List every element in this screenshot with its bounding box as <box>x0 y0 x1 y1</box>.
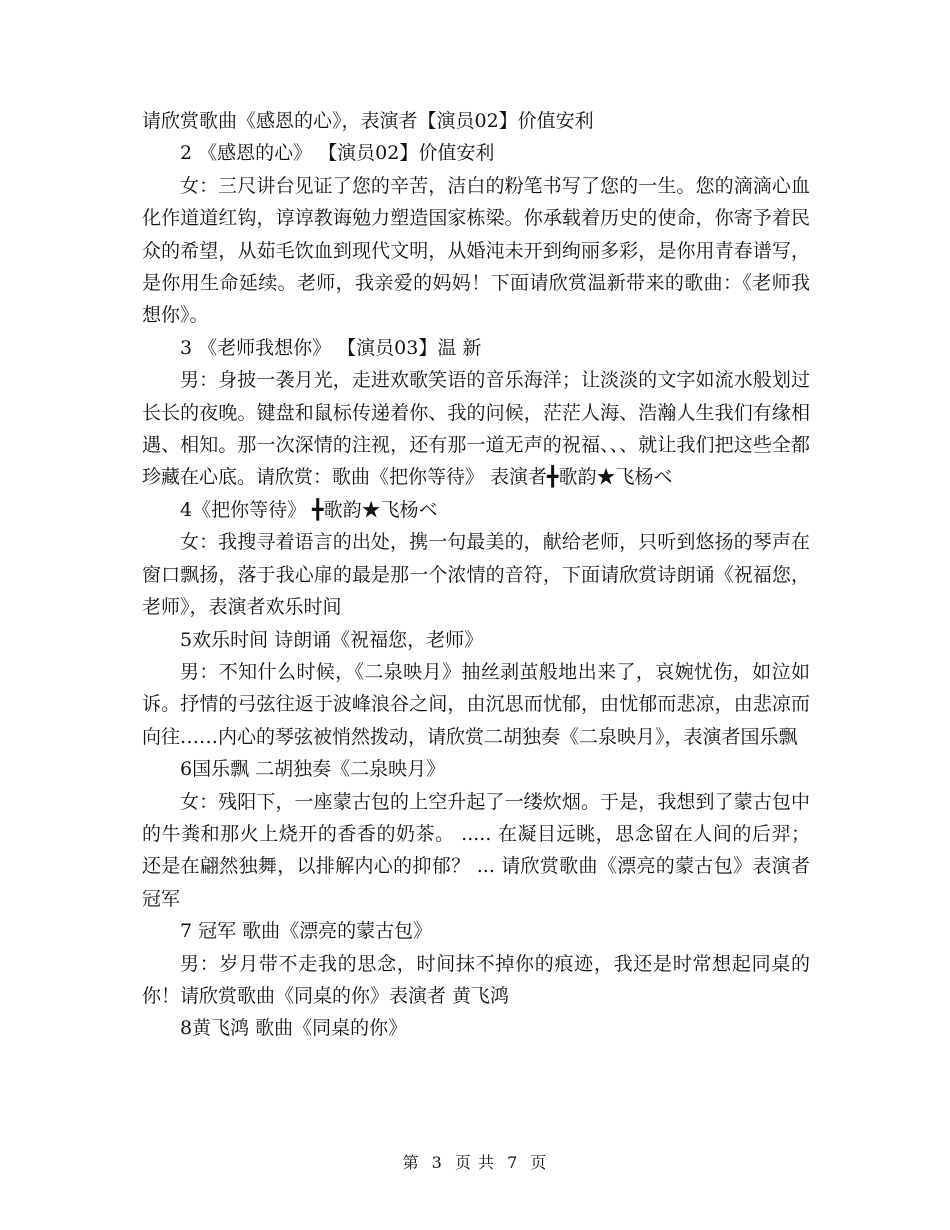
paragraph: 男：身披一袭月光，走进欢歌笑语的音乐海洋；让淡淡的文字如流水般划过长长的夜晚。键盘和鼠标传递着你、我的问候，茫茫人海、浩瀚人生我们有缘相遇、相知。那一次深情的注视，还有那一道无声的祝福、、、就让我们把这些全都珍藏在心底。请欣赏：歌曲《把你等待》 表演者╋歌韵★飞杨ベ <box>142 369 810 489</box>
paragraph: 女：残阳下，一座蒙古包的上空升起了一缕炊烟。于是，我想到了蒙古包中的牛粪和那火上烧开的香香的奶茶。 ..... 在凝目远眺，思念留在人间的后羿；还是在翩然独舞，以排解内心的抑郁？ ... 请欣赏歌曲《漂亮的蒙古包》表演者冠军 <box>142 790 810 910</box>
program-item: 6国乐飘 二胡独奏《二泉映月》 <box>180 758 446 781</box>
paragraph: 男：岁月带不走我的思念，时间抹不掉你的痕迹，我还是时常想起同桌的你！请欣赏歌曲《同桌的你》表演者 黄飞鸿 <box>142 952 810 1007</box>
current-page-number: 3 <box>431 1153 443 1172</box>
program-item: 5欢乐时间 诗朗诵《祝福您，老师》 <box>180 628 484 651</box>
paragraph: 请欣赏歌曲《感恩的心》，表演者【演员02】价值安利 <box>142 110 594 132</box>
total-pages-number: 7 <box>507 1153 519 1172</box>
program-item: 8黄飞鸿 歌曲《同桌的你》 <box>180 1017 408 1040</box>
page-footer <box>0 1152 950 1174</box>
program-item: 4《把你等待》 ╋歌韵★飞杨ベ <box>180 498 438 521</box>
program-item: 7 冠军 歌曲《漂亮的蒙古包》 <box>180 920 433 943</box>
document-body <box>142 105 810 1045</box>
footer-middle: 页 共 <box>454 1153 496 1172</box>
program-item: 2 《感恩的心》 【演员02】价值安利 <box>180 142 495 165</box>
paragraph: 女：三尺讲台见证了您的辛苦，洁白的粉笔书写了您的一生。您的滴滴心血化作道道红钩，谆谆教诲勉力塑造国家栋梁。你承载着历史的使命，你寄予着民众的希望，从茹毛饮血到现代文明，从婚沌未开到绚丽多彩，是你用青春谱写，是你用生命延续。老师，我亲爱的妈妈！下面请欣赏温新带来的歌曲：《老师我想你》。 <box>142 174 810 327</box>
paragraph: 男：不知什么时候，《二泉映月》抽丝剥茧般地出来了，哀婉忧伤，如泣如诉。抒情的弓弦往返于波峰浪谷之间，由沉思而忧郁，由忧郁而悲凉，由悲凉而向往……内心的琴弦被悄然拨动，请欣赏二胡独奏《二泉映月》，表演者国乐飘 <box>142 660 810 748</box>
paragraph: 女：我搜寻着语言的出处，携一句最美的，献给老师，只听到悠扬的琴声在窗口飘扬，落于我心扉的最是那一个浓情的音符，下面请欣赏诗朗诵《祝福您，老师》，表演者欢乐时间 <box>142 531 810 619</box>
footer-prefix: 第 <box>402 1153 420 1172</box>
footer-suffix: 页 <box>530 1153 548 1172</box>
program-item: 3 《老师我想你》 【演员03】温 新 <box>180 336 482 359</box>
